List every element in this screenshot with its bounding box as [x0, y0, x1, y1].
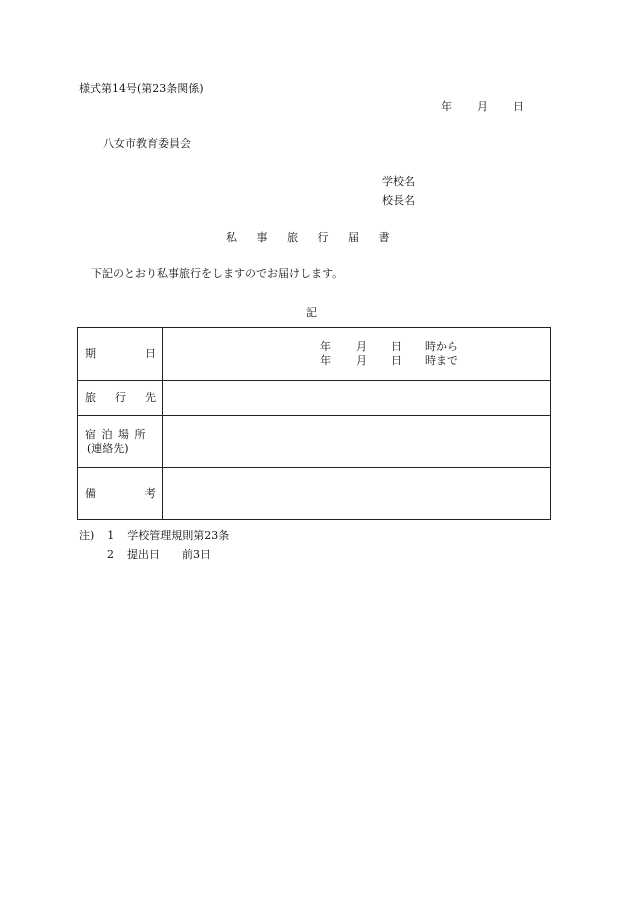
period-to	[163, 354, 550, 368]
date-month-label: 月	[477, 100, 488, 113]
note-text: 学校管理規則第23条	[127, 529, 230, 542]
note-2	[107, 549, 211, 560]
lodging-label-main: 宿泊場所	[85, 427, 151, 441]
period-from	[163, 340, 550, 354]
remarks-label	[78, 468, 163, 520]
school-name-label: 学校名	[382, 175, 415, 188]
from-suffix: 時から	[425, 340, 458, 353]
document-title	[226, 232, 409, 243]
principal-name-label: 校長名	[382, 194, 415, 207]
title-char: 行	[317, 231, 329, 244]
submission-date	[441, 101, 524, 112]
to-day-label: 日	[391, 354, 402, 367]
title-char: 書	[378, 231, 390, 244]
label-char: 先	[145, 391, 156, 405]
title-char: 私	[226, 231, 237, 244]
date-year-label: 年	[441, 100, 452, 113]
to-year-label: 年	[320, 354, 331, 367]
label-char: 期	[85, 347, 96, 361]
label-char: 備	[85, 486, 96, 500]
title-char: 事	[256, 231, 268, 244]
destination-row	[78, 381, 551, 416]
note-text: 提出日 前3日	[127, 548, 211, 561]
lodging-field[interactable]	[163, 416, 551, 468]
lodging-row	[78, 416, 551, 468]
note-number: 1	[107, 529, 115, 542]
intro-text: 下記のとおり私事旅行をしますのでお届けします。	[91, 267, 344, 280]
lodging-label-sub: (連絡先)	[87, 441, 129, 455]
remarks-field[interactable]	[163, 468, 551, 520]
from-day-label: 日	[391, 340, 402, 353]
note-1	[79, 530, 229, 541]
label-char: 日	[145, 347, 156, 361]
to-suffix: 時まで	[425, 354, 458, 367]
to-month-label: 月	[356, 354, 367, 367]
destination-field[interactable]	[163, 381, 551, 416]
form-number: 様式第14号(第23条関係)	[79, 82, 204, 95]
addressee: 八女市教育委員会	[103, 137, 191, 150]
destination-label	[78, 381, 163, 416]
period-row	[78, 328, 551, 381]
date-day-label: 日	[513, 100, 524, 113]
period-label	[78, 328, 163, 381]
label-char: 行	[115, 391, 126, 405]
from-month-label: 月	[356, 340, 367, 353]
title-char: 旅	[287, 231, 298, 244]
period-field[interactable]	[163, 328, 551, 381]
ki-heading: 記	[306, 306, 317, 319]
note-prefix: 注)	[79, 529, 95, 542]
title-char: 届	[348, 231, 359, 244]
from-year-label: 年	[320, 340, 331, 353]
note-number: 2	[107, 548, 114, 561]
label-char: 考	[145, 486, 156, 500]
travel-form-table	[77, 327, 551, 520]
label-char: 旅	[85, 391, 96, 405]
lodging-label	[78, 416, 163, 468]
remarks-row	[78, 468, 551, 520]
